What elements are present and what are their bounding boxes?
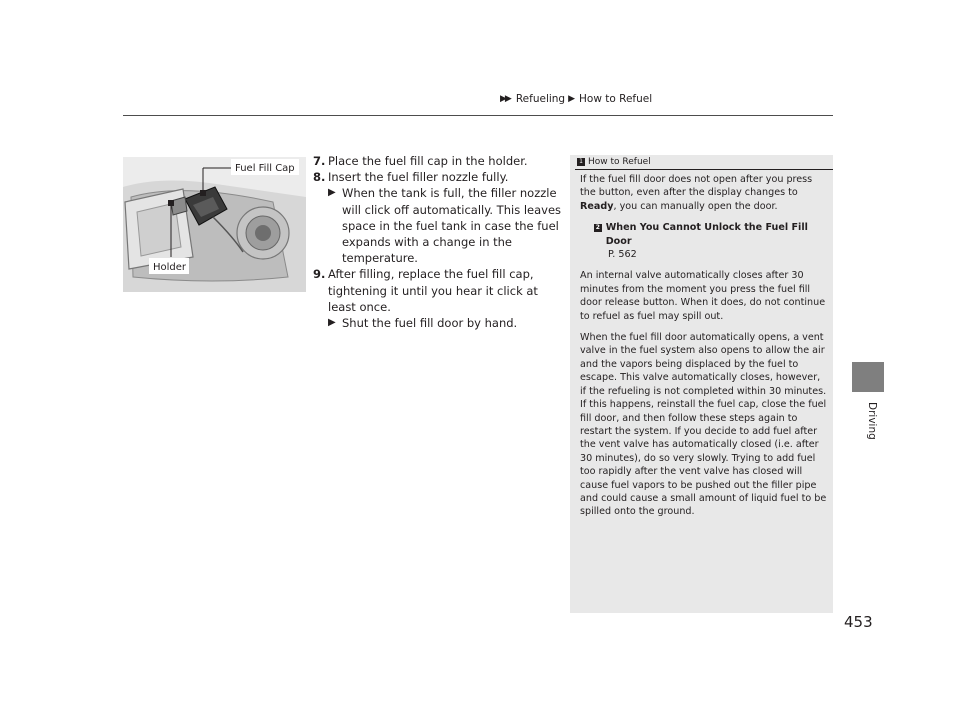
- callout-fuel-fill-cap: Fuel Fill Cap: [235, 163, 295, 174]
- note-text: , you can manually open the door.: [613, 200, 778, 212]
- page-number: 453: [844, 613, 873, 631]
- step-text: Insert the fuel filler nozzle fully.: [328, 170, 509, 185]
- step-text: Place the fuel fill cap in the holder.: [328, 154, 528, 168]
- callout-holder: Holder: [153, 262, 187, 273]
- note-heading-text: How to Refuel: [588, 157, 651, 167]
- reference-page: P. 562: [608, 249, 637, 261]
- note-marker-icon: 1: [577, 158, 585, 166]
- substep-text: Shut the fuel fill door by hand.: [342, 316, 518, 331]
- step-7: [313, 153, 563, 169]
- note-heading: [577, 157, 651, 167]
- note-paragraph-1: [580, 173, 828, 213]
- arrow-icon: ▶: [568, 94, 574, 104]
- step-number: 9.: [313, 267, 326, 282]
- header-divider: [123, 115, 833, 116]
- breadcrumb-item-how-to-refuel: How to Refuel: [579, 93, 653, 105]
- note-bold-ready: Ready: [580, 200, 614, 212]
- step-text: After filling, replace the fuel fill cap, tightening it until you hear it click at least once.: [328, 267, 538, 314]
- breadcrumb-item-refueling: Refueling: [515, 93, 566, 105]
- step-9: [313, 266, 563, 315]
- section-tab-marker: [852, 362, 884, 392]
- breadcrumb: [500, 93, 652, 105]
- note-body: [580, 173, 828, 527]
- note-paragraph-3: When the fuel fill door automatically opens, a vent valve in the fuel system also opens to allow the air and the vapors being displaced by the fuel to escape. This valve automatically closes, however, if the refueling is not completed within 30 minutes. If this happens, reinstall the fuel cap, close the fuel fill door, and then follow these steps again to restart the system. If you decide to add fuel after the vent valve has automatically closed (i.e. after 30 minutes), do so very slowly. Trying to add fuel too rapidly after the vent valve has closed will cause fuel vapors to be pushed out the filler pipe and could cause a small amount of liquid fuel to be spilled onto the ground.: [580, 332, 827, 518]
- step-8-substep: [313, 185, 563, 266]
- step-9-substep: [313, 315, 563, 331]
- note-divider: [575, 169, 833, 170]
- section-tab-label: Driving: [866, 402, 878, 440]
- note-paragraph-2: An internal valve automatically closes after 30 minutes from the moment you press the fuel fill door release button. When it does, do not continue to refuel as fuel may spill out.: [580, 270, 826, 322]
- reference-arrow-icon: 2: [595, 224, 600, 232]
- step-number: 7.: [313, 154, 326, 168]
- cross-reference-link[interactable]: [580, 221, 828, 248]
- procedure-steps: [313, 153, 563, 331]
- fuel-door-drawing: [123, 157, 306, 292]
- fuel-door-illustration: [123, 157, 306, 292]
- reference-title: When You Cannot Unlock the Fuel Fill Door: [605, 222, 808, 247]
- substep-arrow-icon: ▶: [328, 187, 336, 199]
- step-8: [313, 169, 563, 185]
- double-arrow-icon: ▶▶: [500, 94, 510, 104]
- note-text: If the fuel fill door does not open after you press the button, even after the display changes to: [580, 174, 813, 199]
- substep-text: When the tank is full, the filler nozzle will click off automatically. This leaves space in the fuel tank in case the fuel expands with a change in the temperature.: [342, 186, 562, 266]
- step-number: 8.: [313, 170, 326, 185]
- substep-arrow-icon: ▶: [328, 317, 336, 329]
